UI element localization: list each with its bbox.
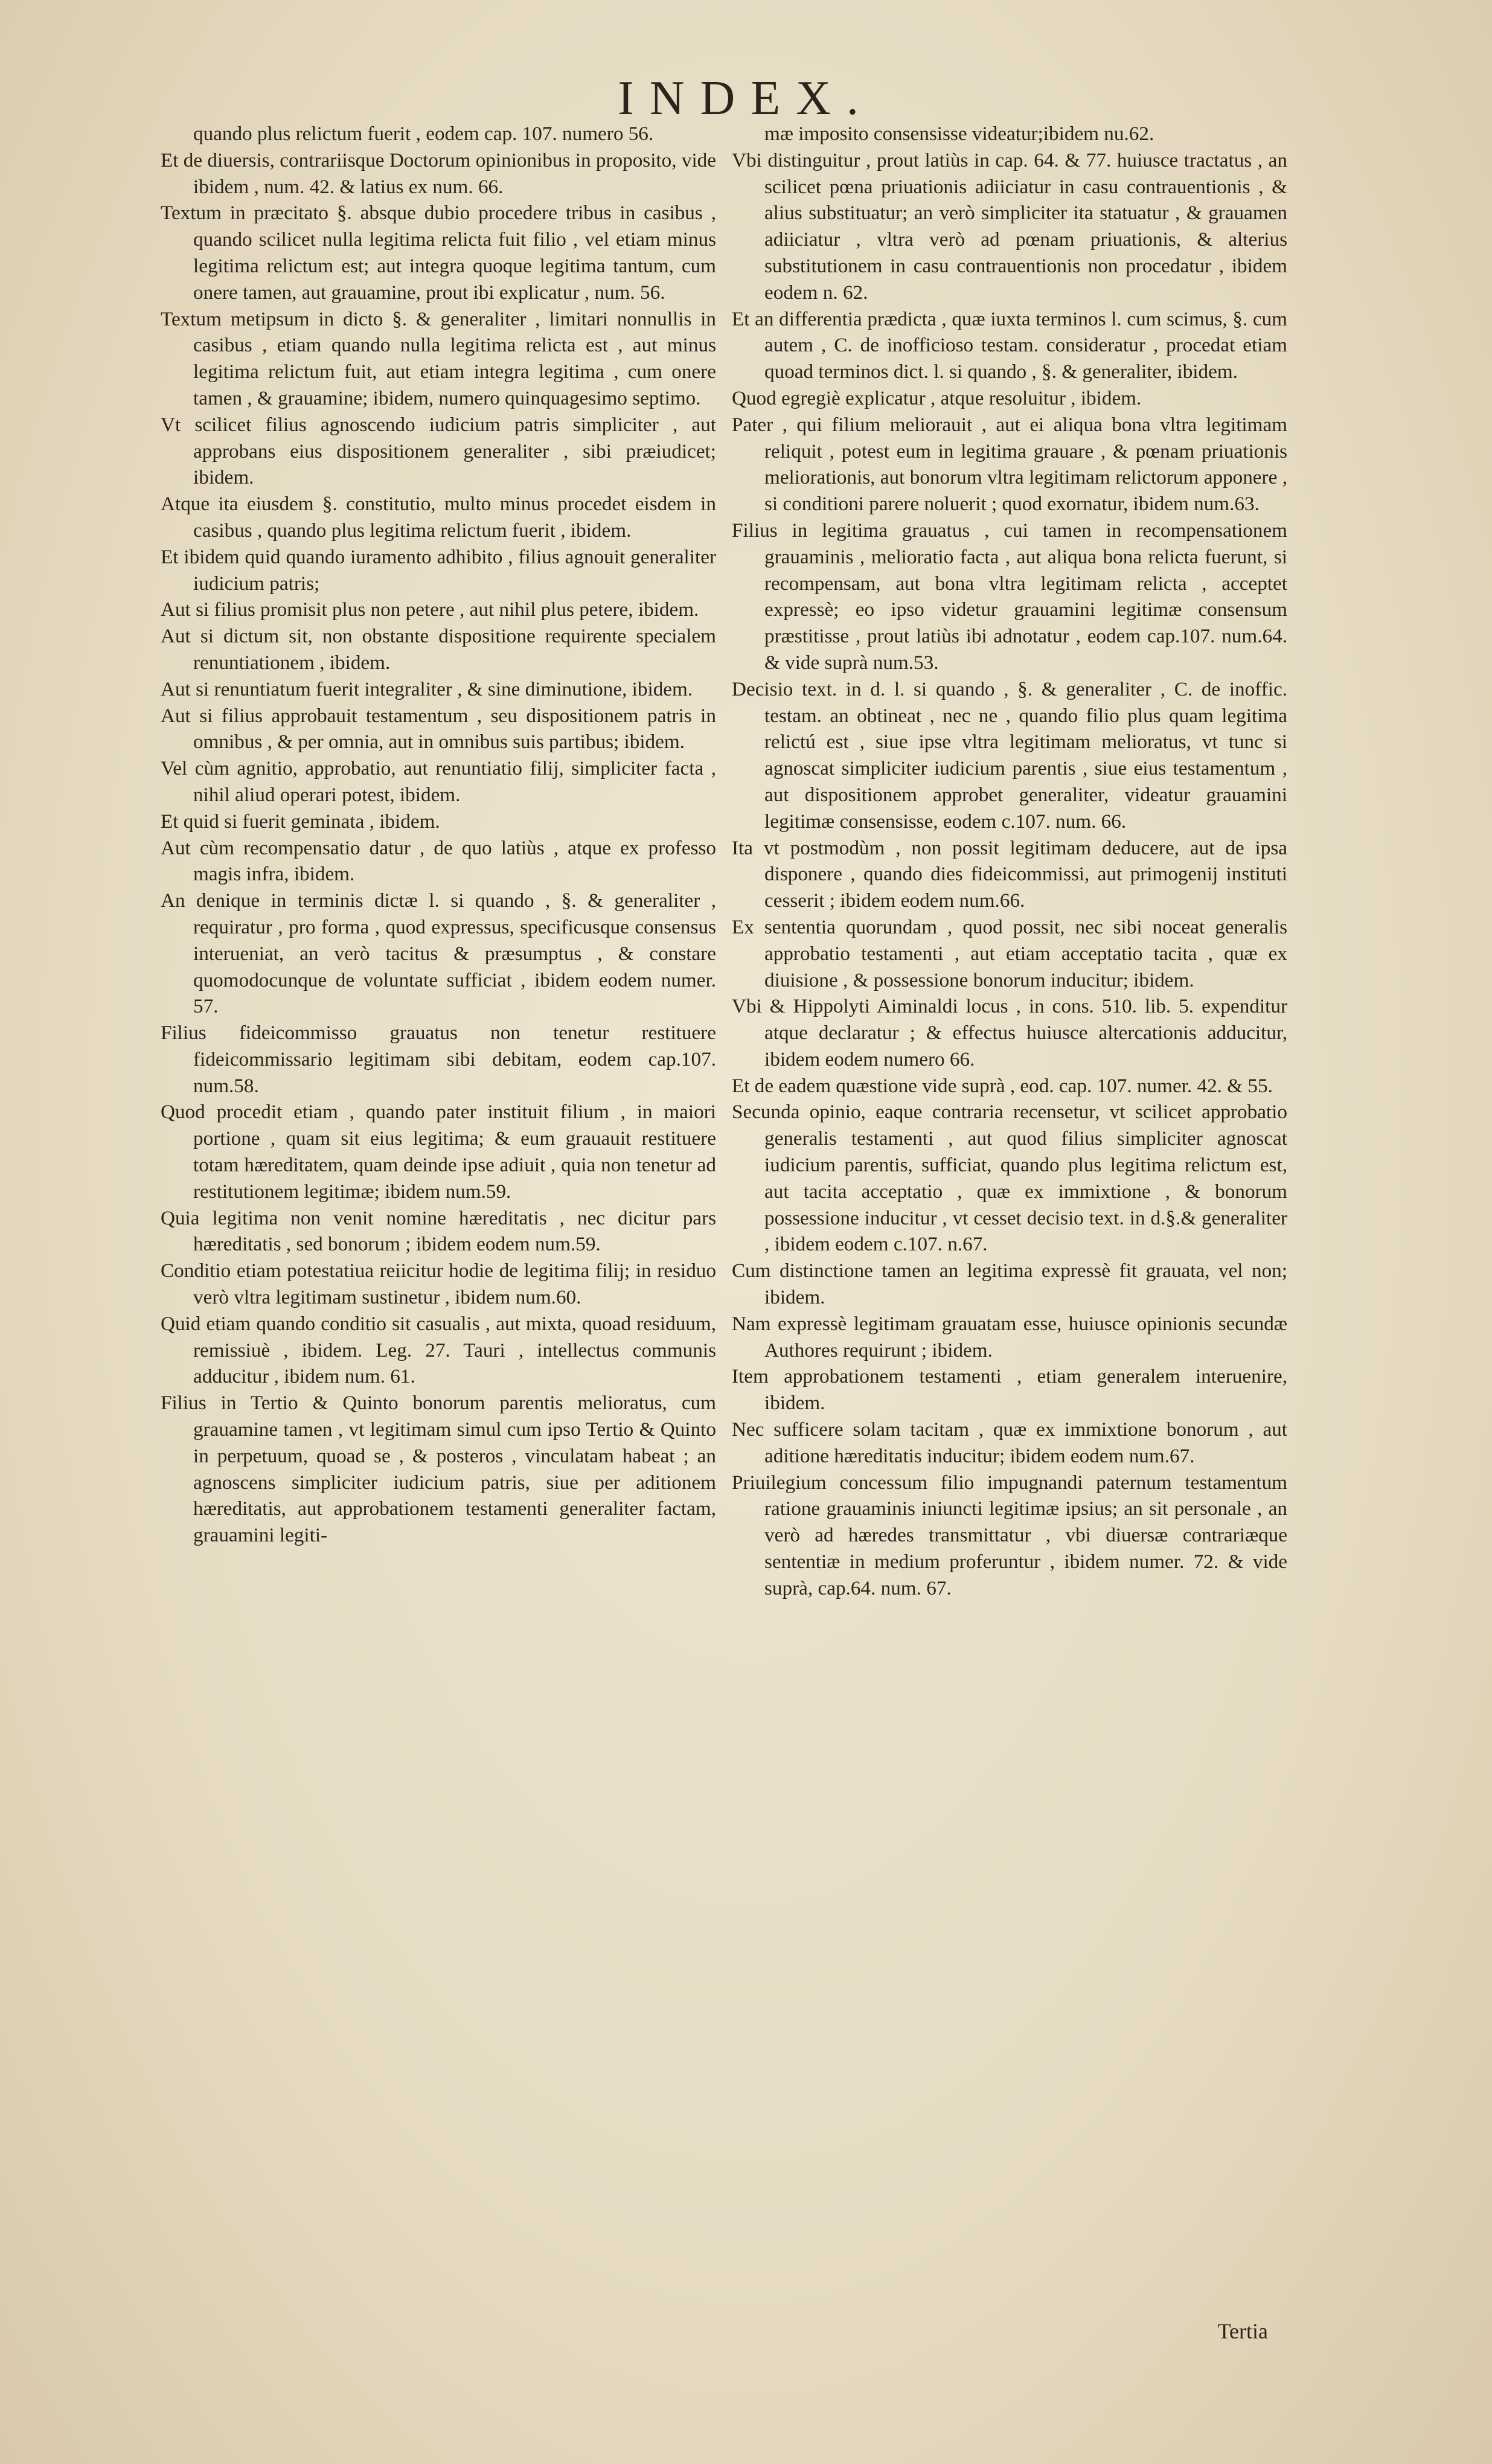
index-entry: Et ibidem quid quando iuramento adhibito , filius agnouit generaliter iudicium patris; — [161, 545, 716, 595]
index-entry: quando plus relictum fuerit , eodem cap. 107. numero 56. — [193, 123, 654, 145]
index-entry: Textum in præcitato §. absque dubio procedere tribus in casibus , quando scilicet nulla legitima relicta fuit filio , vel etiam minus legitima relictum est; aut integra quoque legitima tantum, cum onere tamen, aut grauamine, prout ibi explicatur , num. 56. — [161, 202, 716, 304]
index-entry: Quia legitima non venit nomine hæreditatis , nec dicitur pars hæreditatis , sed bonorum ; ibidem eodem num.59. — [161, 1206, 716, 1256]
index-entry: Secunda opinio, eaque contraria recensetur, vt scilicet approbatio generalis testamenti , aut quod filius simpliciter agnoscat iudicium parentis, sufficiat, quando plus legitima relictum est, aut tacita acceptatio , quæ ex immixtione , & bonorum possessione inducitur , vt cesset decisio text. in d.§.& generaliter , ibidem eodem c.107. n.67. — [732, 1101, 1287, 1256]
index-entry: Quid etiam quando conditio sit casualis , aut mixta, quoad residuum, remissiuè , ibidem. Leg. 27. Tauri , intellectus communis adducitur , ibidem num. 61. — [161, 1312, 716, 1388]
index-entry: Decisio text. in d. l. si quando , §. & generaliter , C. de inoffic. testam. an obtineat , nec ne , quando filio plus quam legitima relictú est , siue ipse vltra legitimam melioratus, vt tunc si agnoscat simpliciter iudicium parentis , siue eius testamentum , aut dispositionem approbet generaliter, videatur grauamini legitimæ consensisse, eodem c.107. num. 66. — [732, 677, 1287, 833]
index-entry: Pater , qui filium meliorauit , aut ei aliqua bona vltra legitimam reliquit , potest eum in legitima grauare , & pœnam priuationis meliorationis, aut bonorum vltra legitimam relictorum apponere , si conditioni parere noluerit ; quod exornatur, ibidem num.63. — [732, 413, 1287, 516]
index-entry: Nec sufficere solam tacitam , quæ ex immixtione bonorum , aut aditione hæreditatis inducitur; ibidem eodem num.67. — [732, 1418, 1287, 1467]
index-entry: An denique in terminis dictæ l. si quando , §. & generaliter , requiratur , pro forma , quod expressus, specificusque consensus interueniat, an verò tacitus & præsumptus , & constare quomodocunque de voluntate sufficiat , ibidem eodem numer. 57. — [161, 889, 716, 1018]
index-column-left — [161, 121, 716, 1549]
index-entry: Quod procedit etiam , quando pater instituit filium , in maiori portione , quam sit eius legitima; & eum grauauit restituere totam hæreditatem, quam deinde ipse adiuit , quia non tenetur ad restitutionem legitimæ; ibidem num.59. — [161, 1101, 716, 1203]
index-entry: Textum metipsum in dicto §. & generaliter , limitari nonnullis in casibus , etiam quando nulla legitima relicta est , aut minus legitima relictum fuit, aut etiam integra legitima , cum onere tamen , & grauamine; ibidem, numero quinquagesimo septimo. — [161, 307, 716, 409]
index-entry: Aut si renuntiatum fuerit integraliter , & sine diminutione, ibidem. — [161, 677, 693, 700]
index-entry: Ex sententia quorundam , quod possit, nec sibi noceat generalis approbatio testamenti , aut etiam acceptatio tacita , quæ ex diuisione , & possessione bonorum inducitur; ibidem. — [732, 915, 1287, 991]
index-entry: Vbi & Hippolyti Aiminaldi locus , in cons. 510. lib. 5. expenditur atque declaratur ; & effectus huiusce altercationis adducitur, ibidem eodem numero 66. — [732, 995, 1287, 1070]
index-entry: Ita vt postmodùm , non possit legitimam deducere, aut de ipsa disponere , quando dies fideicommissi, aut primogenij instituti cesserit ; ibidem eodem num.66. — [732, 836, 1287, 912]
catchword: Tertia — [1217, 2319, 1268, 2343]
index-entry: Filius fideicommisso grauatus non tenetur restituere fideicommissario legitimam sibi debitam, eodem cap.107. num.58. — [161, 1022, 716, 1097]
index-entry: Et an differentia prædicta , quæ iuxta terminos l. cum scimus, §. cum autem , C. de inofficioso testam. consideratur , procedat etiam quoad terminos dict. l. si quando , §. & generaliter, ibidem. — [732, 307, 1287, 383]
index-entry: Aut cùm recompensatio datur , de quo latiùs , atque ex professo magis infra, ibidem. — [161, 836, 716, 886]
index-entry: Et de diuersis, contrariisque Doctorum opinionibus in proposito, vide ibidem , num. 42. & latius ex num. 66. — [161, 149, 716, 198]
index-entry: Conditio etiam potestatiua reiicitur hodie de legitima filij; in residuo verò vltra legitimam sustinetur , ibidem num.60. — [161, 1259, 716, 1309]
index-entry: Aut si filius approbauit testamentum , seu dispositionem patris in omnibus , & per omnia, aut in omnibus suis partibus; ibidem. — [161, 704, 716, 754]
index-entry: Filius in legitima grauatus , cui tamen in recompensationem grauaminis , melioratio facta , aut aliqua bona relicta fuerunt, si recompensam, aut bona vltra legitimam relicta , acceptet expressè; eo ipso videtur grauamini legitimæ consensum præstitisse , prout latiùs ibi adnotatur , eodem cap.107. num.64. & vide suprà num.53. — [732, 519, 1287, 674]
index-entry: Et quid si fuerit geminata , ibidem. — [161, 810, 440, 833]
index-entry: Nam expressè legitimam grauatam esse, huiusce opinionis secundæ Authores requirunt ; ibidem. — [732, 1312, 1287, 1362]
index-entry: Vbi distinguitur , prout latiùs in cap. 64. & 77. huiusce tractatus , an scilicet pœna priuationis adiiciatur in casu contrauentionis , & alius substituatur; an verò simpliciter ita statuatur , & grauamen adiiciatur , vltra verò ad pœnam priuationis, & alterius substitutionem in casu contrauentionis non procedatur , ibidem eodem n. 62. — [732, 149, 1287, 304]
index-entry: Vt scilicet filius agnoscendo iudicium patris simpliciter , aut approbans eius dispositionem generaliter , sibi præiudicet; ibidem. — [161, 413, 716, 489]
index-entry: Aut si dictum sit, non obstante dispositione requirente specialem renuntiationem , ibidem. — [161, 625, 716, 674]
index-entry: Atque ita eiusdem §. constitutio, multo minus procedet eisdem in casibus , quando plus legitima relictum fuerit , ibidem. — [161, 493, 716, 542]
index-entry: Vel cùm agnitio, approbatio, aut renuntiatio filij, simpliciter facta , nihil aliud operari potest, ibidem. — [161, 757, 716, 806]
index-entry: mæ imposito consensisse videatur;ibidem nu.62. — [764, 123, 1154, 145]
index-column-right — [732, 121, 1287, 1602]
index-entry: Aut si filius promisit plus non petere , aut nihil plus petere, ibidem. — [161, 598, 699, 621]
index-entry: Quod egregiè explicatur , atque resoluitur , ibidem. — [732, 386, 1142, 409]
index-entry: Filius in Tertio & Quinto bonorum parentis melioratus, cum grauamine tamen , vt legitimam simul cum ipso Tertio & Quinto in perpetuum, quoad se , & posteros , vinculatam habeat ; an agnoscens simpliciter iudicium patris, siue per aditionem hæreditatis, aut approbationem testamenti generaliter factam, grauamini legiti- — [161, 1392, 716, 1547]
index-entry: Et de eadem quæstione vide suprà , eod. cap. 107. numer. 42. & 55. — [732, 1074, 1273, 1097]
index-entry: Cum distinctione tamen an legitima expressè fit grauata, vel non; ibidem. — [732, 1259, 1287, 1309]
index-entry: Priuilegium concessum filio impugnandi paternum testamentum ratione grauaminis iniuncti legitimæ ipsius; an sit personale , an verò ad hæredes transmittatur , vbi diuersæ contrariæque sententiæ in medium proferuntur , ibidem numer. 72. & vide suprà, cap.64. num. 67. — [732, 1471, 1287, 1599]
index-entry: Item approbationem testamenti , etiam generalem interuenire, ibidem. — [732, 1365, 1287, 1415]
page-title: INDEX. — [618, 72, 874, 125]
